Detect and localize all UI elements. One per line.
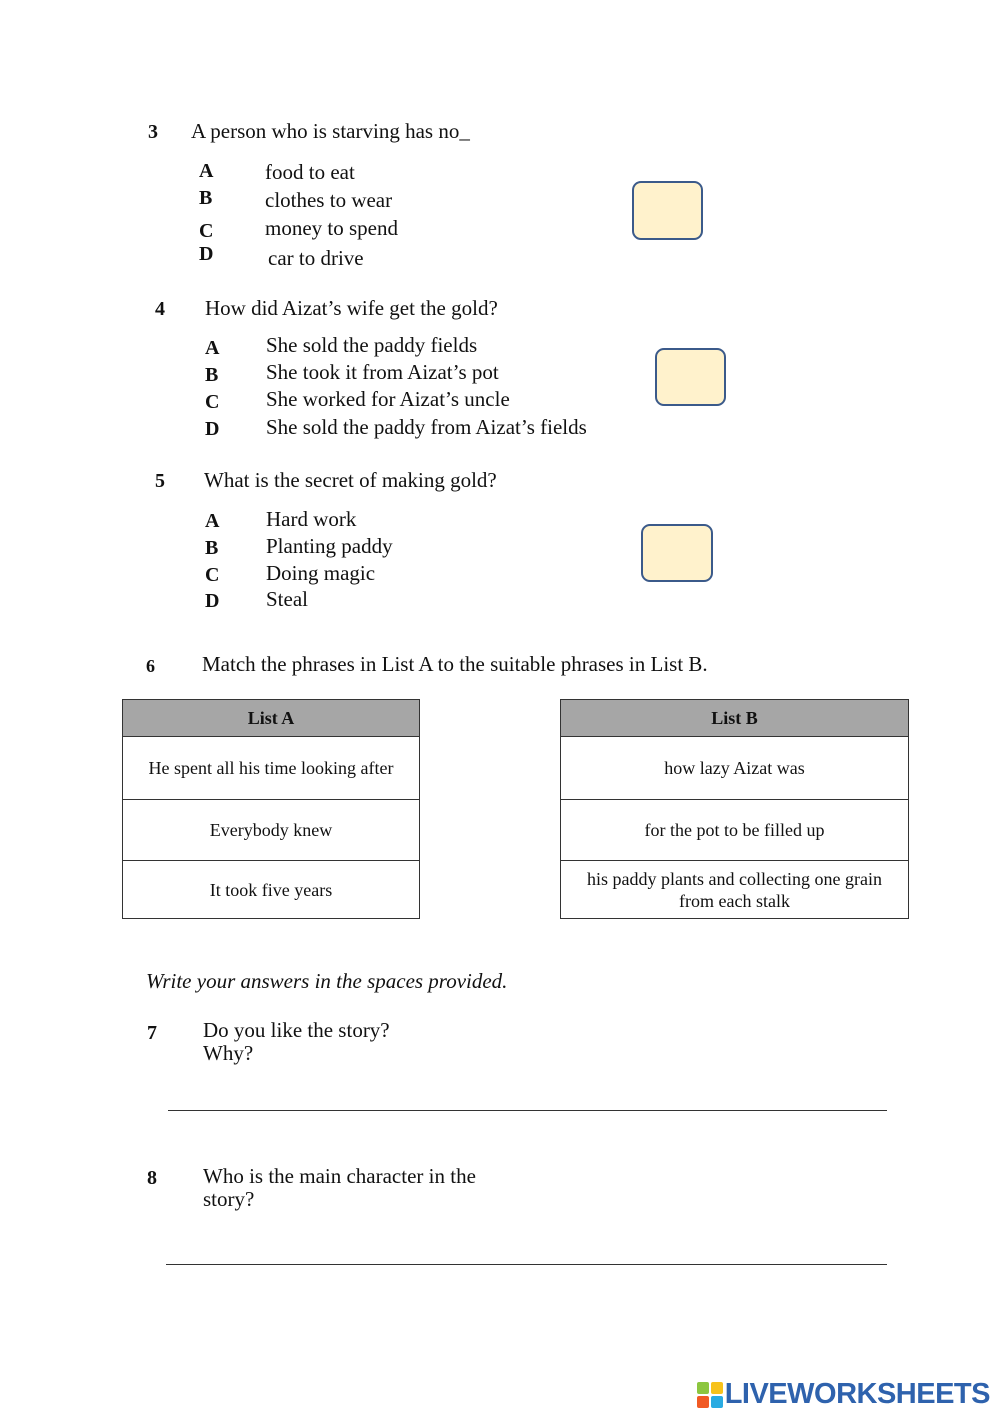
question-text xyxy=(191,119,470,144)
written-instruction: Write your answers in the spaces provided. xyxy=(146,969,508,993)
liveworksheets-logo xyxy=(697,1378,990,1411)
option-text-a: food to eat xyxy=(265,160,355,184)
question-text: What is the secret of making gold? xyxy=(204,468,497,492)
question-text-line-1: Who is the main character in the xyxy=(203,1164,476,1188)
question-text-line-2: story? xyxy=(203,1187,255,1211)
question-text: How did Aizat’s wife get the gold? xyxy=(205,296,498,320)
answer-line-q7 xyxy=(168,1110,887,1111)
answer-box-q4[interactable] xyxy=(655,348,726,406)
question-text-line-1: Do you like the story? xyxy=(203,1018,390,1042)
list-b-header: List B xyxy=(561,700,909,737)
answer-box-q5[interactable] xyxy=(641,524,713,582)
option-text-d: She sold the paddy from Aizat’s fields xyxy=(266,415,587,439)
list-a-item-3[interactable]: It took five years xyxy=(123,861,420,919)
option-text-a: Hard work xyxy=(266,507,357,531)
option-text-b: Planting paddy xyxy=(266,534,393,558)
option-text-c: Doing magic xyxy=(266,561,376,585)
logo-square-lightblue xyxy=(711,1396,723,1408)
option-text-c: She worked for Aizat’s uncle xyxy=(266,387,510,411)
logo-square-orange xyxy=(697,1396,709,1408)
blank-mark: _ xyxy=(459,119,470,143)
list-a-item-1[interactable]: He spent all his time looking after xyxy=(123,737,420,800)
option-letter-b: B xyxy=(199,187,213,209)
option-text-d: Steal xyxy=(266,587,308,611)
list-b-item-1[interactable]: how lazy Aizat was xyxy=(561,737,909,800)
option-text-d: car to drive xyxy=(268,246,364,270)
option-text-a: She sold the paddy fields xyxy=(266,333,478,357)
logo-square-yellow xyxy=(711,1382,723,1394)
option-letter-d: D xyxy=(205,590,220,612)
option-letter-b: B xyxy=(205,537,219,559)
answer-input-q8[interactable] xyxy=(166,1236,891,1264)
answer-line-q8 xyxy=(166,1264,887,1265)
option-letter-d: D xyxy=(199,243,214,265)
option-text-c: money to spend xyxy=(265,216,398,240)
option-letter-d: D xyxy=(205,418,220,440)
question-number: 7 xyxy=(147,1022,157,1044)
list-b-item-3[interactable]: his paddy plants and collecting one grain from each stalk xyxy=(561,861,909,919)
question-number: 3 xyxy=(148,121,158,143)
list-b-item-2[interactable]: for the pot to be filled up xyxy=(561,800,909,861)
logo-square-green xyxy=(697,1382,709,1394)
question-text-line-2: Why? xyxy=(203,1041,254,1065)
question-text: Match the phrases in List A to the suitable phrases in List B. xyxy=(202,652,708,676)
option-letter-b: B xyxy=(205,364,219,386)
list-b-table xyxy=(560,699,909,919)
option-letter-c: C xyxy=(205,391,220,413)
answer-input-q7[interactable] xyxy=(168,1082,891,1110)
list-a-table xyxy=(122,699,420,919)
logo-text: LIVEWORKSHEETS xyxy=(724,1378,990,1410)
question-number: 5 xyxy=(155,470,165,492)
option-letter-a: A xyxy=(205,510,220,532)
answer-box-q3[interactable] xyxy=(632,181,703,240)
option-letter-a: A xyxy=(205,337,220,359)
question-number: 8 xyxy=(147,1167,157,1189)
option-letter-a: A xyxy=(199,160,214,182)
option-letter-c: C xyxy=(199,220,214,242)
question-number: 6 xyxy=(146,656,155,676)
option-text-b: clothes to wear xyxy=(265,188,393,212)
option-text-b: She took it from Aizat’s pot xyxy=(266,360,499,384)
option-letter-c: C xyxy=(205,564,220,586)
logo-icon xyxy=(697,1382,723,1408)
list-a-header: List A xyxy=(123,700,420,737)
question-text-main: A person who is starving has no xyxy=(191,119,460,143)
question-number: 4 xyxy=(155,298,165,320)
list-a-item-2[interactable]: Everybody knew xyxy=(123,800,420,861)
